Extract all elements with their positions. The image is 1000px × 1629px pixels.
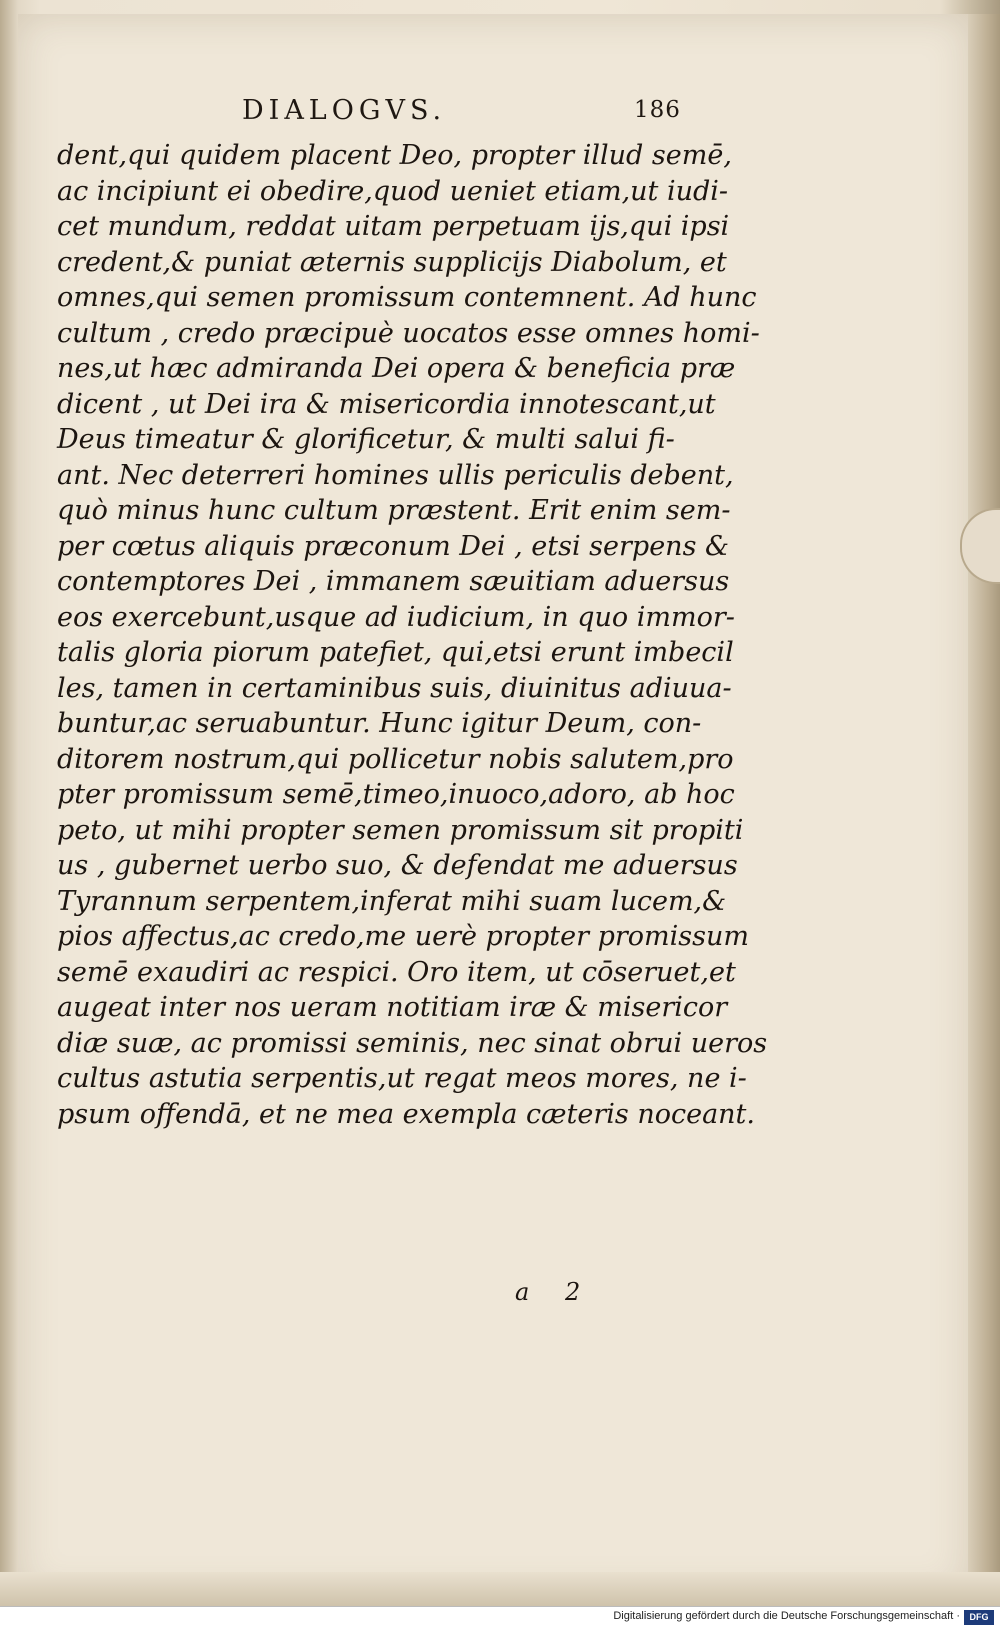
page-bottom-edge bbox=[0, 1572, 1000, 1606]
funding-credit: Digitalisierung gefördert durch die Deutsche Forschungsgemeinschaft · bbox=[613, 1610, 960, 1622]
signature-mark: a 2 bbox=[515, 1278, 595, 1306]
text-line: eos exercebunt,usque ad iudicium, in quo immor- bbox=[57, 601, 735, 633]
running-head: DIALOGVS. bbox=[242, 95, 447, 126]
page-edge bbox=[968, 14, 1000, 1604]
text-line: dicent , ut Dei ira & misericordia innotescant,ut bbox=[57, 388, 716, 420]
text-line: ditorem nostrum,qui pollicetur nobis salutem,pro bbox=[57, 743, 734, 775]
text-line: dent,qui quidem placent Deo, propter illud semē, bbox=[57, 140, 732, 171]
text-line: cet mundum, reddat uitam perpetuam ijs,qui ipsi bbox=[57, 211, 730, 242]
page-header bbox=[0, 95, 1000, 135]
text-line: contemptores Dei , immanem sæuitiam aduersus bbox=[57, 566, 730, 597]
page-number: 186 bbox=[634, 97, 681, 123]
text-line: talis gloria piorum patefiet, qui,etsi erunt imbecil bbox=[57, 637, 734, 668]
body-text bbox=[57, 138, 768, 1132]
dfg-logo: DFG bbox=[964, 1610, 994, 1625]
digitization-footer bbox=[0, 1606, 1000, 1629]
text-line: ac incipiunt ei obedire,quod ueniet etiam,ut iudi- bbox=[57, 175, 729, 207]
text-line: Tyrannum serpentem,inferat mihi suam lucem,& bbox=[57, 885, 727, 917]
text-line: augeat inter nos ueram notitiam iræ & misericor bbox=[57, 992, 728, 1023]
text-line: semē exaudiri ac respici. Oro item, ut cōseruet,et bbox=[57, 956, 736, 988]
text-line: credent,& puniat æternis supplicijs Diabolum, et bbox=[57, 246, 727, 278]
text-line: pios affectus,ac credo,me uerè propter promissum bbox=[57, 921, 749, 952]
text-line: omnes,qui semen promissum contemnent. Ad hunc bbox=[57, 282, 757, 313]
text-line: Deus timeatur & glorificetur, & multi salui fi- bbox=[57, 424, 675, 455]
text-line: nes,ut hæc admiranda Dei opera & beneficia præ bbox=[57, 353, 736, 384]
text-line: peto, ut mihi propter semen promissum sit propiti bbox=[57, 814, 744, 846]
text-line: les, tamen in certaminibus suis, diuinitus adiuua- bbox=[57, 672, 732, 704]
text-line: per cœtus aliquis præconum Dei , etsi serpens & bbox=[57, 530, 730, 562]
text-line: pter promissum semē,timeo,inuoco,adoro, ab hoc bbox=[57, 779, 735, 810]
text-line: quò minus hunc cultum præstent. Erit enim sem- bbox=[57, 495, 731, 526]
text-line: psum offendā, et ne mea exempla cæteris noceant. bbox=[57, 1098, 755, 1130]
text-line: ant. Nec deterreri homines ullis periculis debent, bbox=[57, 459, 734, 491]
text-line: us , gubernet uerbo suo, & defendat me aduersus bbox=[57, 850, 738, 881]
text-line: cultus astutia serpentis,ut regat meos mores, ne i- bbox=[57, 1063, 747, 1094]
text-line: diæ suæ, ac promissi seminis, nec sinat obrui ueros bbox=[57, 1027, 768, 1059]
text-line: buntur,ac seruabuntur. Hunc igitur Deum, con- bbox=[57, 708, 702, 739]
text-line: cultum , credo præcipuè uocatos esse omnes homi- bbox=[57, 317, 760, 349]
